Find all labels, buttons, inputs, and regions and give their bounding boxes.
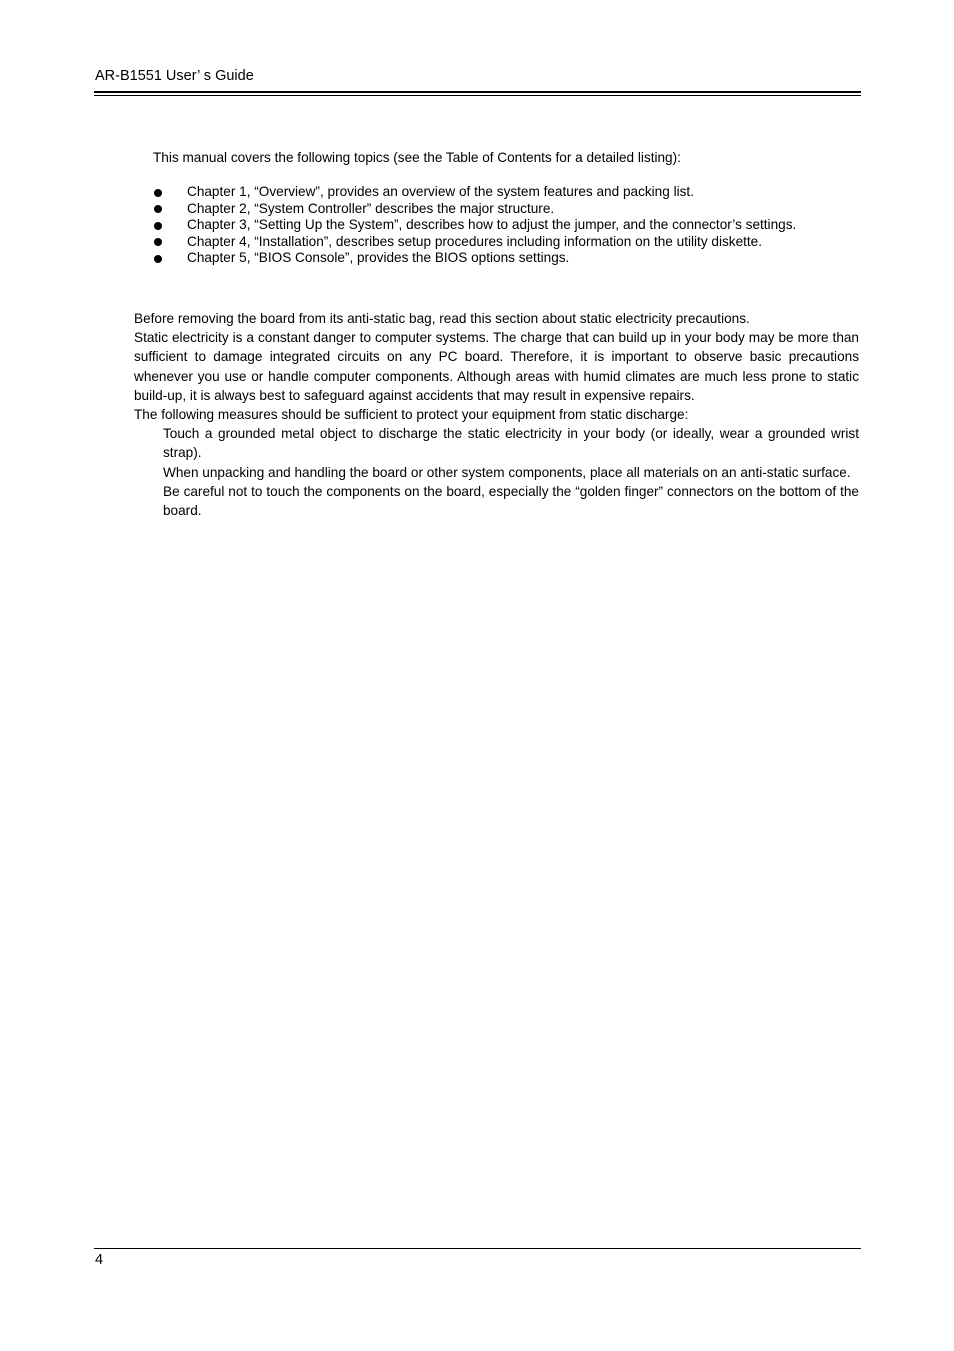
measures-intro-paragraph: The following measures should be sufficient to protect your equipment from static discharge: xyxy=(134,407,689,423)
topic-text: Chapter 1, “Overview”, provides an overview of the system features and packing list. xyxy=(187,184,694,199)
header-rule-thin xyxy=(94,95,861,96)
header-rule-thick xyxy=(94,91,861,93)
list-item: Be careful not to touch the components on the board, especially the “golden finger” connectors on the bottom of the board. xyxy=(163,483,859,519)
footer-rule xyxy=(94,1248,861,1249)
topic-text: Chapter 2, “System Controller” describes the major structure. xyxy=(187,200,555,216)
page-number: 4 xyxy=(95,1252,104,1268)
list-item: When unpacking and handling the board or other system components, place all materials on an anti-static surface. xyxy=(163,464,851,480)
list-item: Touch a grounded metal object to discharge the static electricity in your body (or ideally, wear a grounded wrist strap). xyxy=(163,426,859,461)
topic-text: Chapter 3, “Setting Up the System”, describes how to adjust the jumper, and the connector’s settings. xyxy=(187,217,797,233)
bullet-icon xyxy=(154,205,162,213)
measures-list xyxy=(134,424,859,520)
bullet-icon xyxy=(154,238,162,246)
static-body-paragraph: Static electricity is a constant danger to computer systems. The charge that can build up in your body may be more than sufficient to damage integrated circuits on any PC board. Therefore, it is important to observe basic precautions whenever you use or handle computer components. Although areas with humid climates are much less prone to static build-up, it is always best to safeguard against accidents that may result in expensive repairs. xyxy=(134,330,859,403)
bullet-icon xyxy=(154,255,162,263)
topic-text: Chapter 4, “Installation”, describes setup procedures including information on the utility diskette. xyxy=(187,233,763,249)
running-header-title: AR-B1551 User’ s Guide xyxy=(95,68,254,84)
bullet-icon xyxy=(154,189,162,197)
topic-text: Chapter 5, “BIOS Console”, provides the BIOS options settings. xyxy=(187,250,570,266)
bullet-icon xyxy=(154,222,162,230)
topics-intro: This manual covers the following topics (see the Table of Contents for a detailed listing): xyxy=(153,150,681,165)
static-precautions-section xyxy=(134,309,859,520)
static-intro-paragraph: Before removing the board from its anti-static bag, read this section about static electricity precautions. xyxy=(134,311,750,326)
